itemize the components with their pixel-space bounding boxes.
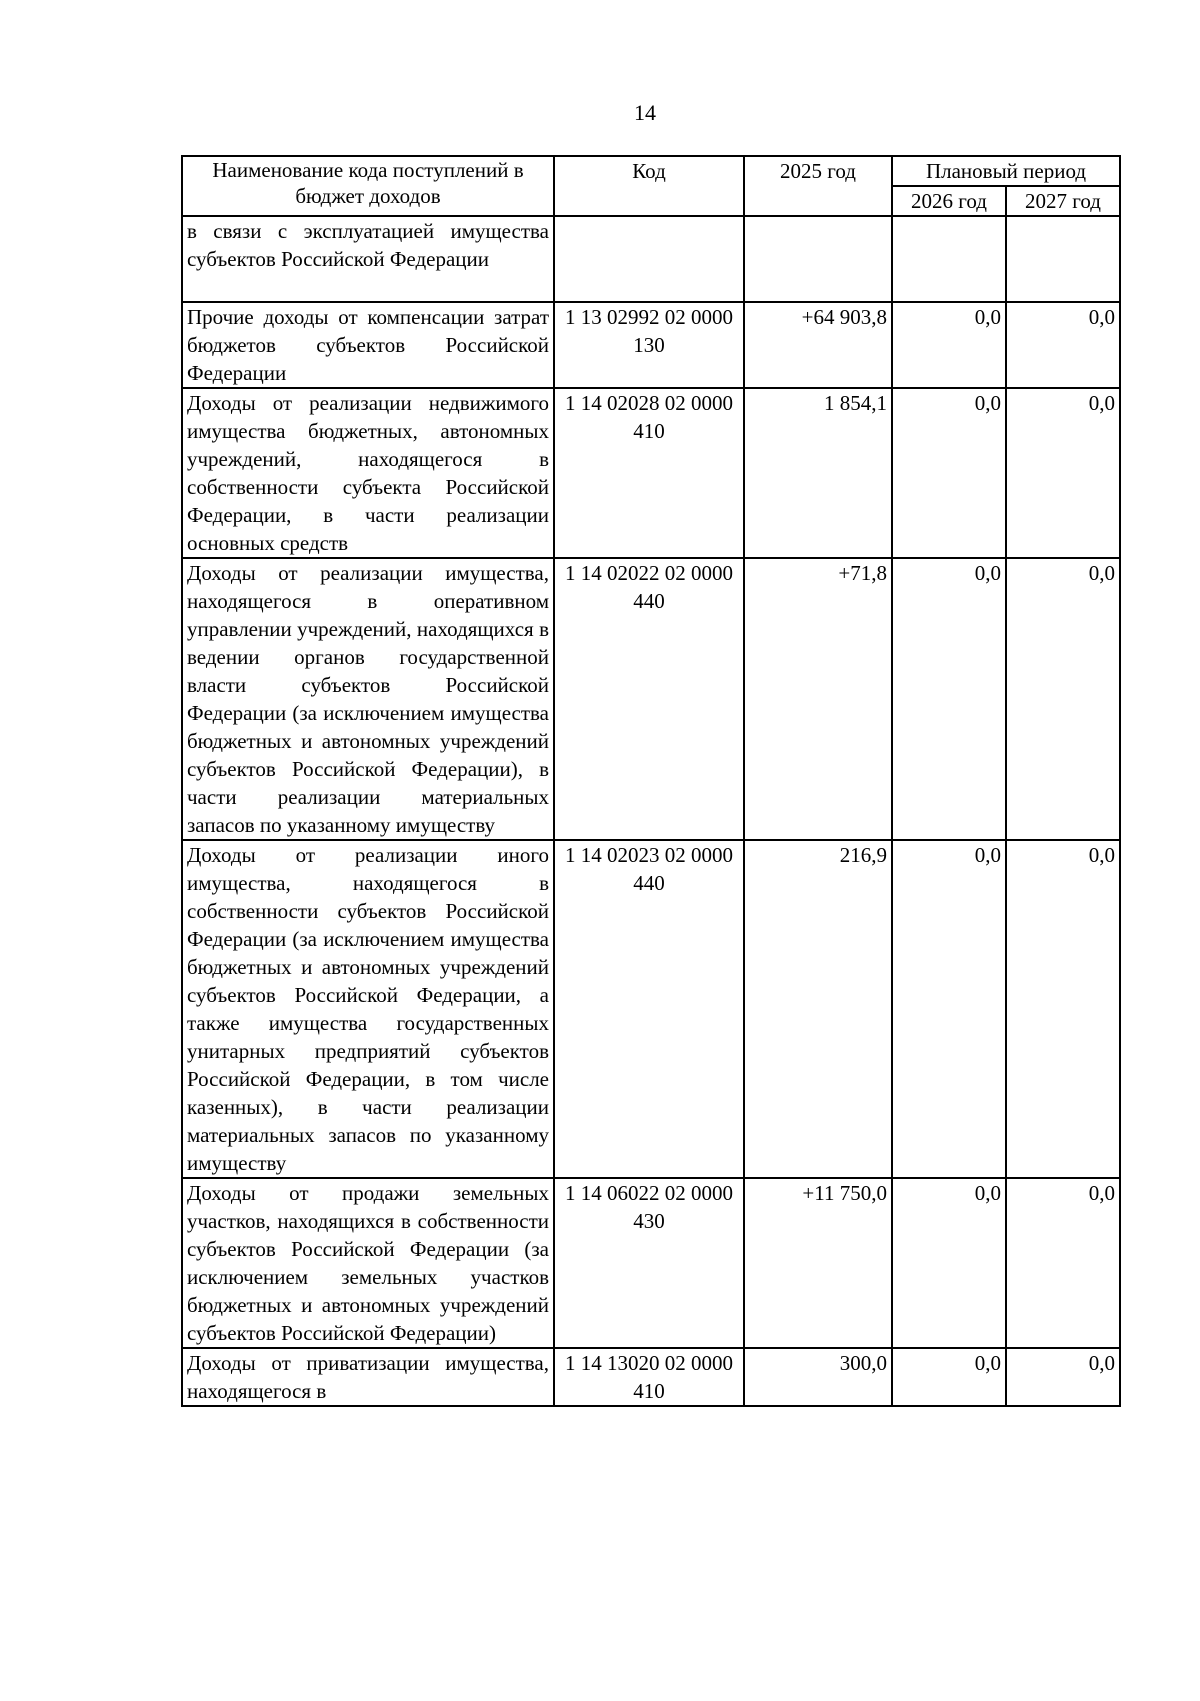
revenue-table	[181, 155, 1121, 1407]
row-name: Доходы от реализации имущества, находящегося в оперативном управлении учреждений, находящихся в ведении органов государственной власти субъектов Российской Федерации (за исключением имущества бюджетных и автономных учреждений субъектов Российской Федерации), в части реализации материальных запасов по указанному имуществу	[182, 558, 554, 840]
table-row	[182, 1178, 1120, 1348]
row-code	[554, 216, 744, 302]
row-name: Доходы от реализации иного имущества, находящегося в собственности субъектов Российской Федерации (за исключением имущества бюджетных и автономных учреждений субъектов Российской Федерации, а также имущества государственных унитарных предприятий субъектов Российской Федерации, в том числе казенных), в части реализации материальных запасов по указанному имуществу	[182, 840, 554, 1178]
header-year-2026: 2026 год	[892, 186, 1006, 216]
row-value-2026	[892, 216, 1006, 302]
header-code: Код	[554, 156, 744, 216]
row-code: 1 14 02022 02 0000 440	[554, 558, 744, 840]
table-row	[182, 1348, 1120, 1406]
header-planning-period: Плановый период	[892, 156, 1120, 186]
table-row	[182, 840, 1120, 1178]
table-row	[182, 302, 1120, 388]
row-code: 1 14 02023 02 0000 440	[554, 840, 744, 1178]
row-code: 1 14 02028 02 0000 410	[554, 388, 744, 558]
row-value-2025: +71,8	[744, 558, 892, 840]
row-value-2027	[1006, 216, 1120, 302]
row-name: в связи с эксплуатацией имущества субъектов Российской Федерации	[182, 216, 554, 302]
header-year-2025: 2025 год	[744, 156, 892, 216]
row-name: Доходы от реализации недвижимого имущества бюджетных, автономных учреждений, находящегося в собственности субъекта Российской Федерации, в части реализации основных средств	[182, 388, 554, 558]
row-value-2027: 0,0	[1006, 558, 1120, 840]
row-value-2027: 0,0	[1006, 1178, 1120, 1348]
table-row	[182, 216, 1120, 302]
row-value-2027: 0,0	[1006, 1348, 1120, 1406]
row-value-2026: 0,0	[892, 1178, 1006, 1348]
row-name: Доходы от продажи земельных участков, находящихся в собственности субъектов Российской Федерации (за исключением земельных участков бюджетных и автономных учреждений субъектов Российской Федерации)	[182, 1178, 554, 1348]
header-name: Наименование кода поступлений в бюджет доходов	[182, 156, 554, 216]
row-name: Прочие доходы от компенсации затрат бюджетов субъектов Российской Федерации	[182, 302, 554, 388]
row-value-2027: 0,0	[1006, 302, 1120, 388]
row-value-2027: 0,0	[1006, 840, 1120, 1178]
row-code: 1 14 06022 02 0000 430	[554, 1178, 744, 1348]
row-value-2025: 1 854,1	[744, 388, 892, 558]
row-name: Доходы от приватизации имущества, находящегося в	[182, 1348, 554, 1406]
row-value-2025: +64 903,8	[744, 302, 892, 388]
row-code: 1 14 13020 02 0000 410	[554, 1348, 744, 1406]
row-value-2026: 0,0	[892, 1348, 1006, 1406]
row-value-2026: 0,0	[892, 302, 1006, 388]
row-value-2025: 216,9	[744, 840, 892, 1178]
row-value-2026: 0,0	[892, 388, 1006, 558]
row-code: 1 13 02992 02 0000 130	[554, 302, 744, 388]
table-row	[182, 558, 1120, 840]
row-value-2026: 0,0	[892, 840, 1006, 1178]
row-value-2026: 0,0	[892, 558, 1006, 840]
header-year-2027: 2027 год	[1006, 186, 1120, 216]
page-number: 14	[634, 100, 656, 125]
row-value-2025: 300,0	[744, 1348, 892, 1406]
header-row-1	[182, 156, 1120, 186]
table-row	[182, 388, 1120, 558]
row-value-2025: +11 750,0	[744, 1178, 892, 1348]
row-value-2025	[744, 216, 892, 302]
row-value-2027: 0,0	[1006, 388, 1120, 558]
